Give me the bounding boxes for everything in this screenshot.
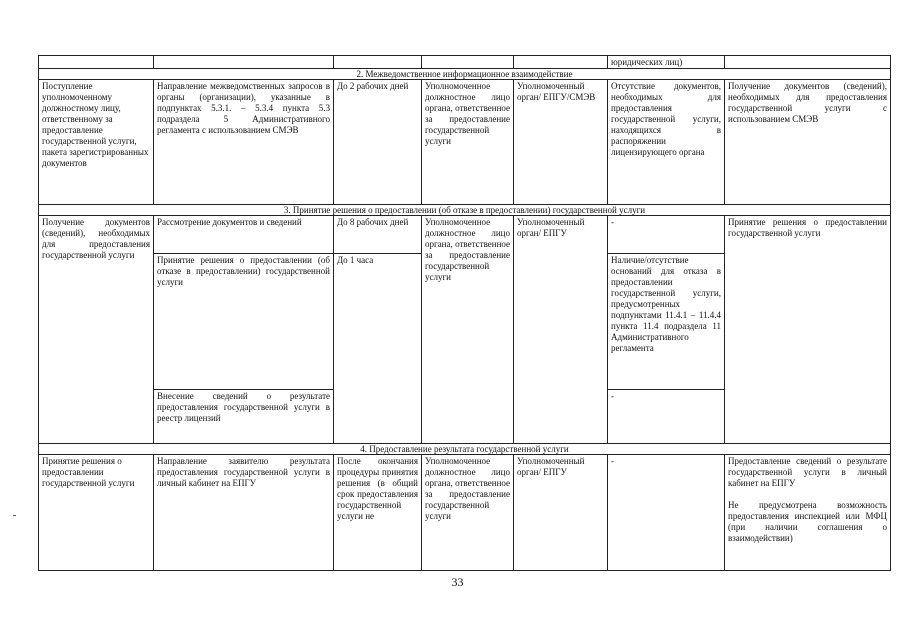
cell-official: Уполномоченное должностное лицо органа, ответственное за предоставление государственной услуги (422, 80, 514, 205)
cell-action: Направление заявителю результата предоставления государственной услуги в личный кабинет на ЕПГУ (154, 455, 334, 571)
cell-action: Направление межведомственных запросов в органы (организации), указанные в подпунктах 5.3.1. – 5.3.4 пункта 5.3 подраздела 5 Административного регламента с использованием СМЭВ (154, 80, 334, 205)
section-2-title: 2. Межведомственное информационное взаимодействие (39, 69, 891, 80)
cell (334, 56, 422, 69)
cell-basis: Получение документов (сведений), необходимых для предоставления государственной услуги (39, 216, 154, 444)
cell-criteria: - (608, 455, 725, 571)
cell-basis: Принятие решения о предоставлении государственной услуги (39, 455, 154, 571)
cell (39, 56, 154, 69)
result-text: Предоставление сведений о результате государственной услуги в личный кабинет на ЕПГУ (728, 456, 887, 488)
procedures-table (38, 55, 891, 571)
cell-term: После окончания процедуры принятия решения (в общий срок предоставления государственной услуги не (334, 455, 422, 571)
cell-official: Уполномоченное должностное лицо органа, ответственное за предоставление государственной услуги (422, 216, 514, 444)
cell-place: Уполномоченный орган/ ЕПГУ (514, 455, 608, 571)
section-header-row (39, 205, 891, 216)
table-row (39, 455, 891, 571)
section-header-row (39, 69, 891, 80)
cell-term: До 8 рабочих дней (334, 216, 422, 254)
cell-action: Рассмотрение документов и сведений (154, 216, 334, 254)
cell-result (725, 455, 891, 571)
cell-criteria: юридических лиц) (608, 56, 725, 69)
cell-basis: Поступление уполномоченному должностному лицу, ответственному за предоставление государственной услуги, пакета зарегистрированных документов (39, 80, 154, 205)
cell-result: Принятие решения о предоставлении государственной услуги (725, 216, 891, 444)
cell-action: Внесение сведений о результате предоставления государственной услуги в реестр лицензий (154, 390, 334, 444)
table-row (39, 80, 891, 205)
cell-criteria: Отсутствие документов, необходимых для предоставления государственной услуги, находящихся в распоряжении лицензирующего органа (608, 80, 725, 205)
cell-official: Уполномоченное должностное лицо органа, ответственное за предоставление государственной услуги (422, 455, 514, 571)
table-row (39, 216, 891, 254)
cell-term: До 2 рабочих дней (334, 80, 422, 205)
cell-criteria: Наличие/отсутствие оснований для отказа в предоставлении государственной услуги, предусмотренных подпунктами 11.4.1 – 11.4.4 пункта 11.4 подраздела 11 Административного регламента (608, 254, 725, 390)
cell (422, 56, 514, 69)
cell-criteria: - (608, 216, 725, 254)
cell-place: Уполномоченный орган/ ЕПГУ/СМЭВ (514, 80, 608, 205)
scan-mark (13, 515, 16, 516)
cell (154, 56, 334, 69)
cell-action: Принятие решения о предоставлении (об отказе в предоставлении) государственной услуги (154, 254, 334, 390)
cell (514, 56, 608, 69)
continuation-row (39, 56, 891, 69)
result-note: Не предусмотрена возможность предоставления инспекцией или МФЦ (при наличии соглашения о взаимодействии) (728, 500, 887, 543)
section-4-title: 4. Предоставление результата государственной услуги (39, 444, 891, 455)
section-3-title: 3. Принятие решения о предоставлении (об отказе в предоставлении) государственной услуги (39, 205, 891, 216)
section-header-row (39, 444, 891, 455)
cell-result: Получение документов (сведений), необходимых для предоставления государственной услуги с использованием СМЭВ (725, 80, 891, 205)
cell-term: До 1 часа (334, 254, 422, 444)
cell (725, 56, 891, 69)
cell-place: Уполномоченный орган/ ЕПГУ (514, 216, 608, 444)
page-number: 33 (451, 575, 464, 589)
cell-criteria: - (608, 390, 725, 444)
